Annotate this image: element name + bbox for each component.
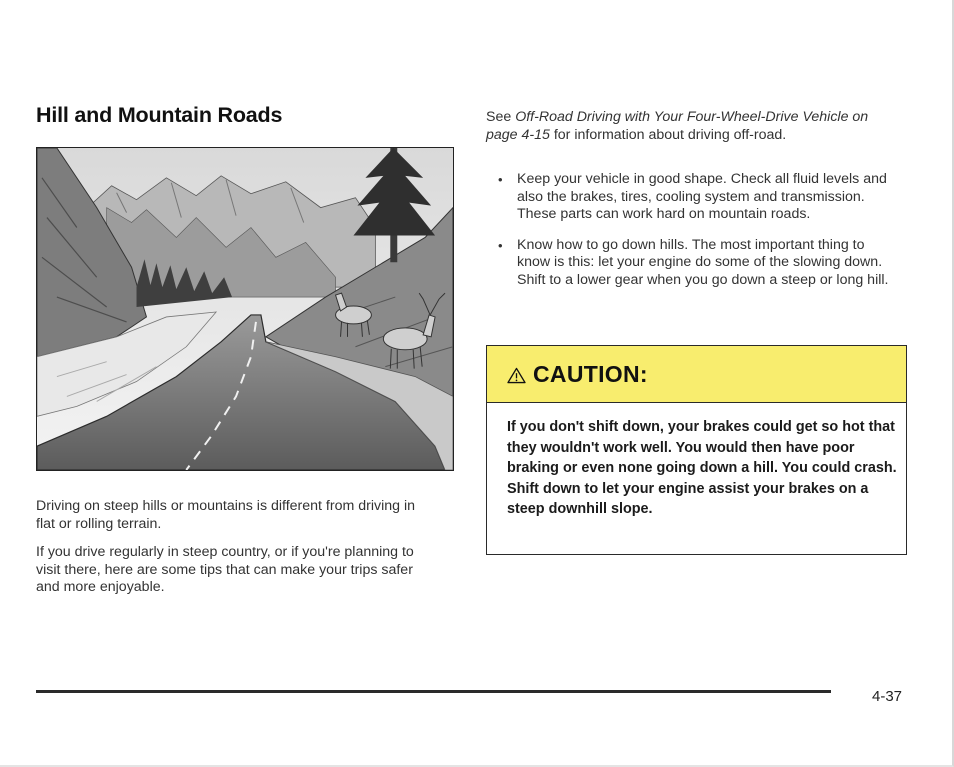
intro-prefix: See [486, 109, 516, 125]
off-road-reference-link: Off-Road Driving with Your Four-Wheel-Drive Vehicle on page 4-15 [486, 109, 869, 143]
caution-text: If you don't shift down, your brakes could get so hot that they wouldn't work well. You would then have poor braking or even none going down a hill. You could crash. Shift down to let your engine assist your brakes on a steep downhill slope. [507, 419, 897, 517]
tip-text: Keep your vehicle in good shape. Check all fluid levels and also the brakes, tires, cooling system and transmission. These parts can work hard on mountain roads. [517, 171, 887, 222]
section-heading: Hill and Mountain Roads [36, 103, 283, 127]
mountain-road-illustration [36, 147, 454, 471]
page-number: 4-37 [872, 688, 903, 705]
tip-text: Know how to go down hills. The most important thing to know is this: let your engine do some of the slowing down. Shift to a lower gear when you go down a steep or long hill. [517, 236, 889, 288]
warning-triangle-icon [507, 367, 526, 384]
bullet-icon: • [498, 237, 503, 253]
caution-box [486, 345, 907, 555]
tips-list [486, 171, 896, 302]
off-road-reference-paragraph [486, 109, 896, 144]
left-paragraph-1: Driving on steep hills or mountains is different from driving in flat or rolling terrain. [36, 498, 416, 532]
caution-title: CAUTION: [533, 360, 648, 387]
caution-header [487, 346, 906, 403]
tip-down-hills [486, 237, 896, 290]
bullet-icon: • [498, 172, 503, 187]
mountain-road-drawing [37, 148, 453, 470]
tip-vehicle-shape [486, 171, 896, 224]
footer-rule [36, 690, 831, 693]
left-paragraph-2: If you drive regularly in steep country, or if you're planning to visit there, here are some tips that can make your trips safer and more enjoyable. [36, 544, 414, 595]
intro-suffix: for information about driving off-road. [549, 126, 787, 143]
